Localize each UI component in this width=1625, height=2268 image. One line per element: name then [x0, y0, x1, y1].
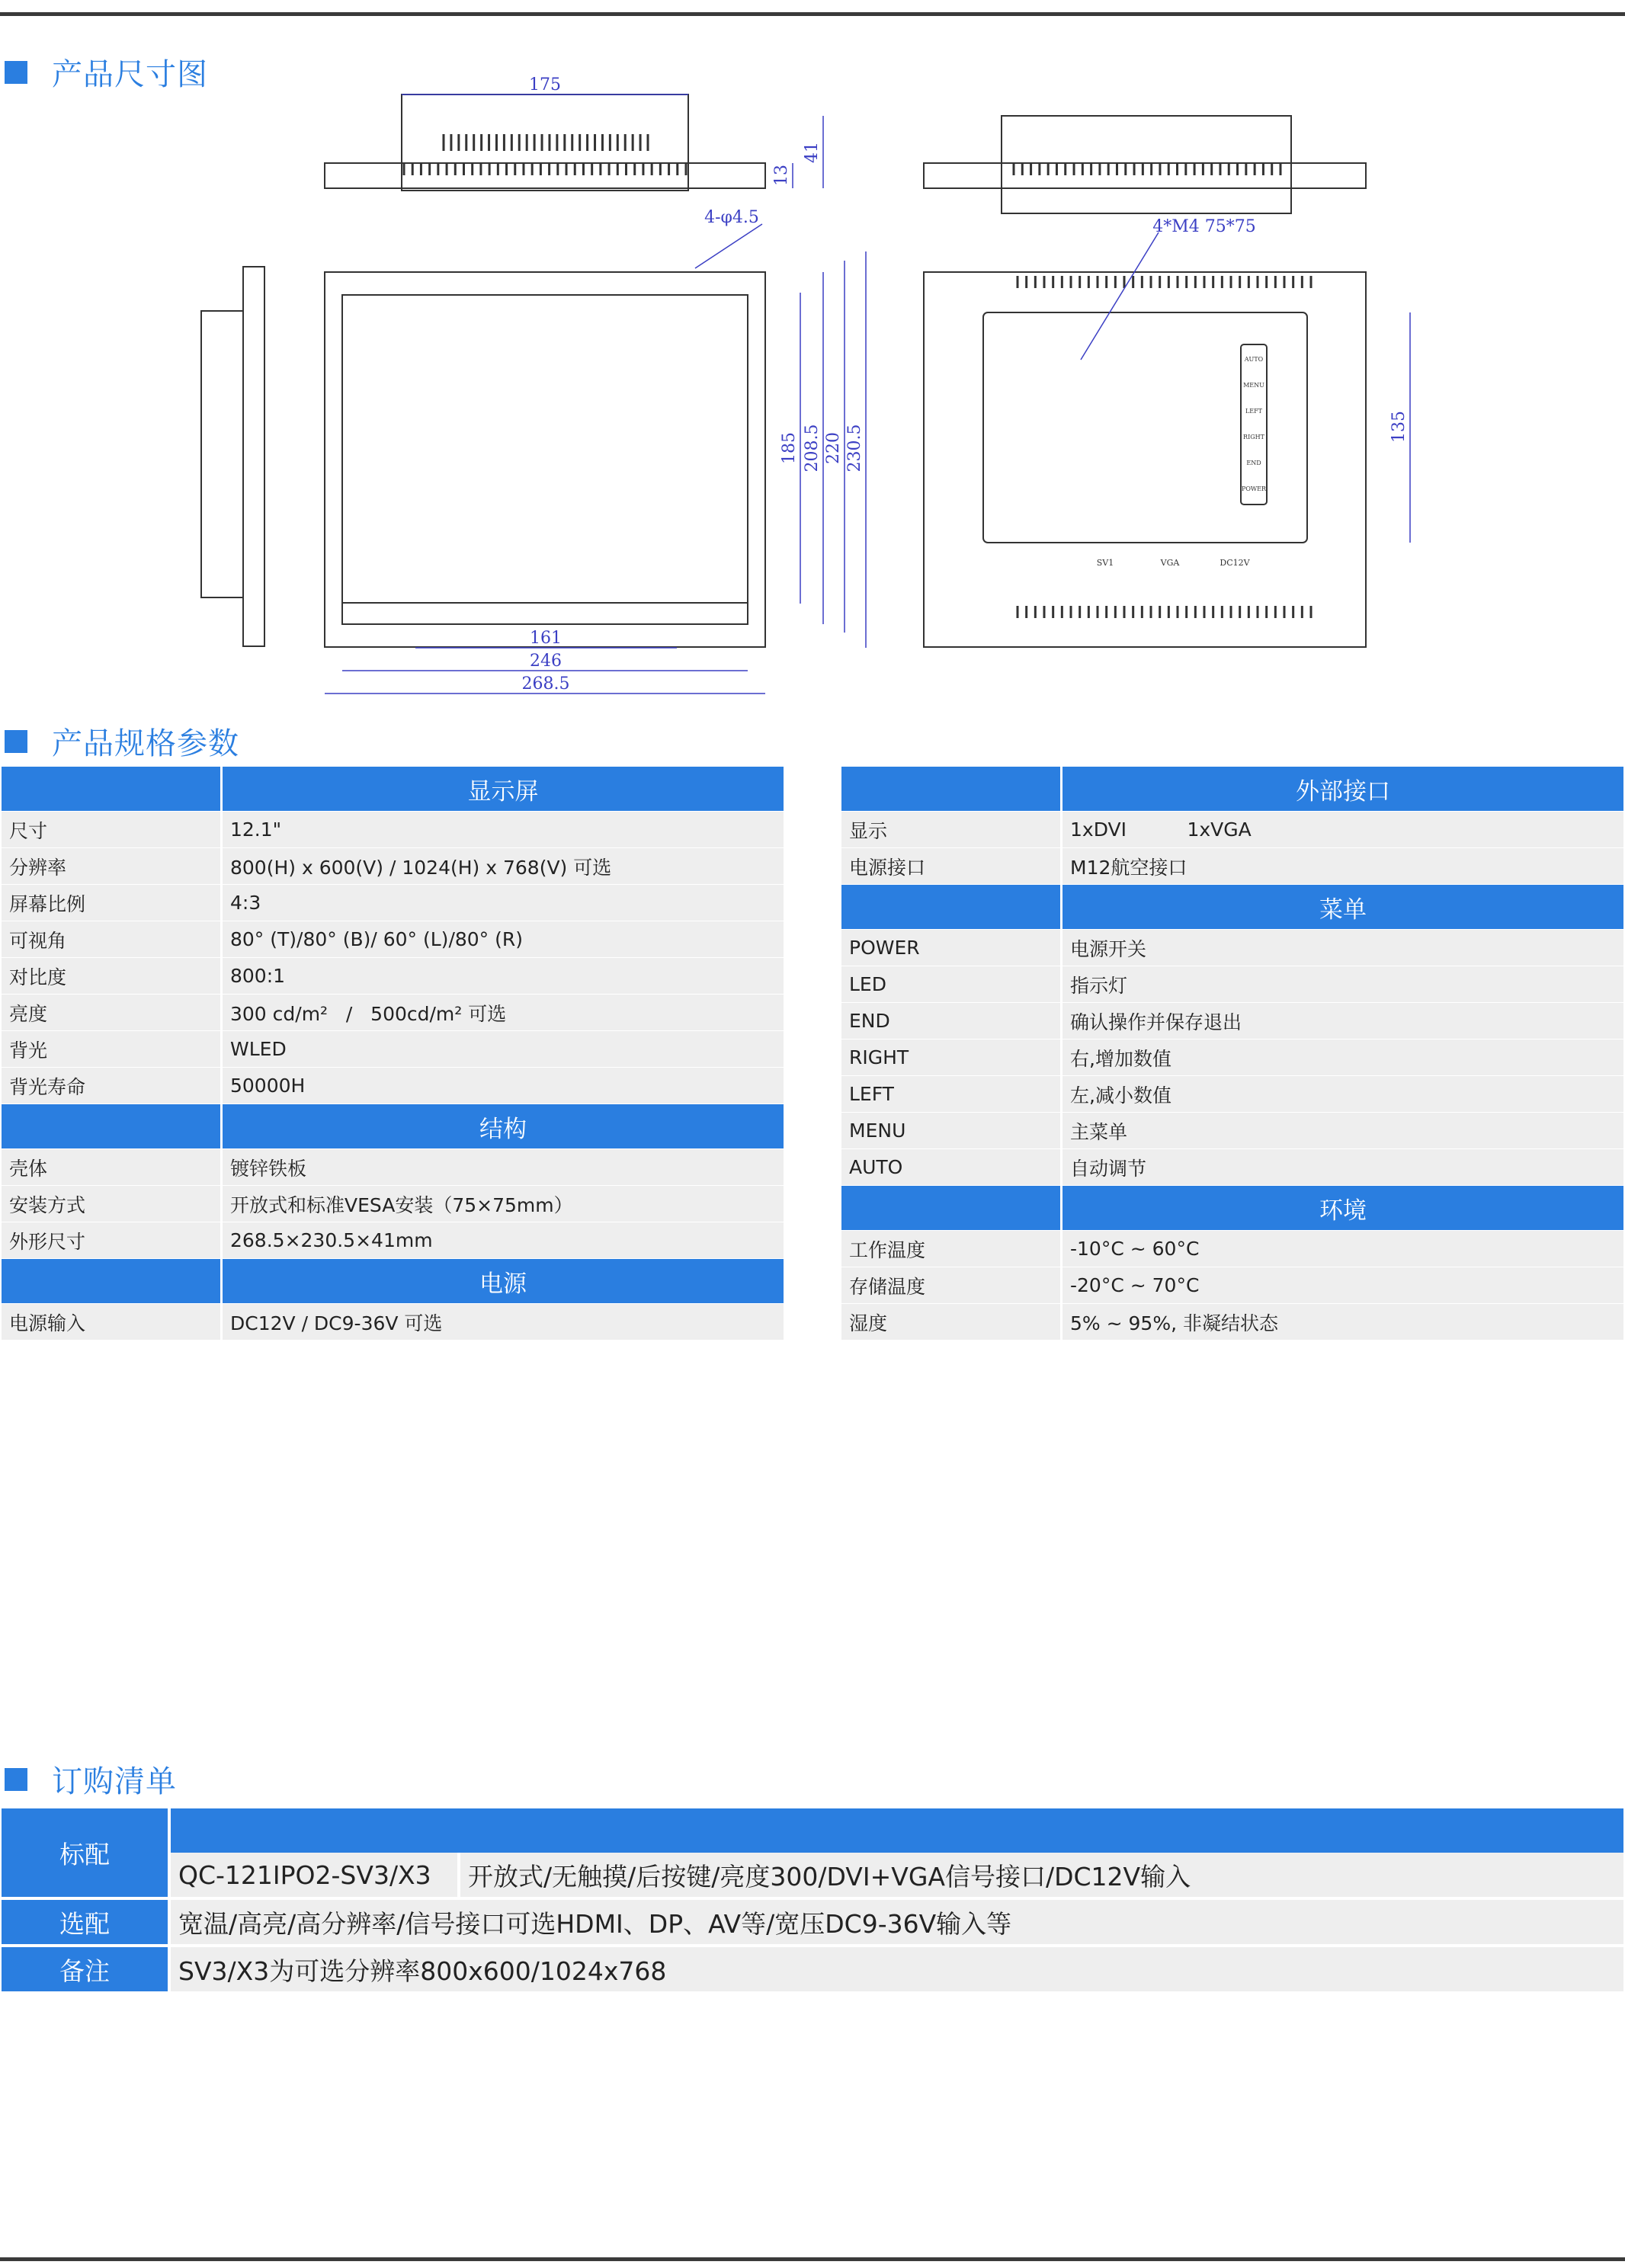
spec-row [2, 1304, 784, 1341]
spec-group-title: 环境 [1062, 1186, 1623, 1231]
spec-group-title: 结构 [223, 1104, 784, 1149]
spec-key: 屏幕比例 [2, 885, 223, 921]
spec-value: 80° (T)/80° (B)/ 60° (L)/80° (R) [223, 921, 784, 958]
rear-view-panel [983, 312, 1307, 543]
spec-row [2, 1149, 784, 1186]
spec-key: 对比度 [2, 958, 223, 995]
spec-row [2, 812, 784, 848]
spec-value: 800:1 [223, 958, 784, 995]
spec-value: DC12V / DC9-36V 可选 [223, 1304, 784, 1341]
spec-row [2, 1186, 784, 1222]
spec-key: POWER [841, 930, 1062, 966]
top-rule [0, 12, 1625, 16]
dimension-label: 220 [824, 432, 843, 464]
spec-value: 268.5×230.5×41mm [223, 1222, 784, 1259]
spec-group-header [841, 1186, 1623, 1231]
spec-row [841, 930, 1623, 966]
spec-group-header [2, 1104, 784, 1149]
spec-group-header [841, 767, 1623, 812]
dimension-label: 41 [803, 142, 822, 163]
section-order [5, 1757, 177, 1801]
port-label: VGA [1160, 558, 1180, 568]
spec-key: 显示 [841, 812, 1062, 848]
spec-value: 12.1" [223, 812, 784, 848]
spec-row [841, 1076, 1623, 1113]
dimension-label: 4*M4 75*75 [1152, 217, 1256, 236]
spec-value: 5% ~ 95%, 非凝结状态 [1062, 1304, 1623, 1341]
front-view-frame [325, 272, 765, 647]
dimension-label: 135 [1389, 411, 1409, 443]
spec-value: 镀锌铁板 [223, 1149, 784, 1186]
spec-row [2, 1031, 784, 1068]
dimension-label: 268.5 [521, 674, 570, 694]
top-view-frame [325, 163, 765, 188]
spec-value: 300 cd/m² / 500cd/m² 可选 [223, 995, 784, 1031]
spec-group-spacer [2, 1259, 223, 1304]
order-header-bar [171, 1808, 1623, 1853]
side-view-frame [243, 267, 264, 646]
dimension-label: 185 [780, 432, 799, 464]
spec-key: LED [841, 966, 1062, 1003]
spec-value: 50000H [223, 1068, 784, 1104]
spec-key: 电源接口 [841, 848, 1062, 885]
button-label: RIGHT [1243, 434, 1264, 440]
order-note-label: 备注 [2, 1947, 171, 1994]
spec-group-title: 外部接口 [1062, 767, 1623, 812]
section-marker [5, 730, 27, 753]
dimension-label: 230.5 [845, 424, 864, 472]
spec-value: 指示灯 [1062, 966, 1623, 1003]
dimension-label: 175 [529, 75, 561, 94]
spec-key: RIGHT [841, 1040, 1062, 1076]
spec-key: 安装方式 [2, 1186, 223, 1222]
spec-group-title: 显示屏 [223, 767, 784, 812]
spec-row [2, 1068, 784, 1104]
spec-value: M12航空接口 [1062, 848, 1623, 885]
spec-group-header [841, 885, 1623, 930]
spec-row [841, 1231, 1623, 1267]
spec-group-spacer [2, 767, 223, 812]
spec-group-spacer [841, 767, 1062, 812]
spec-group-title: 菜单 [1062, 885, 1623, 930]
dimension-label: 4-φ4.5 [704, 208, 759, 227]
spec-table-right [841, 767, 1623, 1341]
spec-row [841, 1113, 1623, 1149]
spec-row [841, 1267, 1623, 1304]
spec-value: 电源开关 [1062, 930, 1623, 966]
spec-key: 湿度 [841, 1304, 1062, 1341]
button-label: LEFT [1245, 408, 1263, 415]
order-model-desc: 开放式/无触摸/后按键/亮度300/DVI+VGA信号接口/DC12V输入 [460, 1853, 1623, 1900]
spec-row [2, 921, 784, 958]
spec-row [841, 1304, 1623, 1341]
spec-key: END [841, 1003, 1062, 1040]
dimension-label: 161 [530, 629, 562, 648]
spec-group-header [2, 767, 784, 812]
bottom-rule [0, 2257, 1625, 2261]
dimension-label: 13 [772, 165, 791, 186]
section-title: 产品尺寸图 [52, 57, 208, 92]
spec-table-left [2, 767, 784, 1341]
spec-value: 左,减小数值 [1062, 1076, 1623, 1113]
spec-key: 分辨率 [2, 848, 223, 885]
button-label: POWER [1241, 485, 1267, 492]
spec-row [841, 1040, 1623, 1076]
dimension-label: 246 [530, 652, 562, 671]
spec-row [2, 885, 784, 921]
rear-top-housing [1002, 116, 1291, 213]
spec-group-spacer [841, 885, 1062, 930]
section-title: 产品规格参数 [52, 726, 239, 761]
spec-row [841, 1003, 1623, 1040]
spec-group-spacer [841, 1186, 1062, 1231]
spec-value: 开放式和标准VESA安装（75×75mm） [223, 1186, 784, 1222]
spec-value: 主菜单 [1062, 1113, 1623, 1149]
spec-key: 可视角 [2, 921, 223, 958]
spec-row [2, 848, 784, 885]
port-label: SV1 [1096, 558, 1114, 568]
spec-key: AUTO [841, 1149, 1062, 1186]
order-standard-label: 标配 [2, 1808, 171, 1900]
section-specs [5, 719, 239, 763]
button-label: MENU [1243, 382, 1264, 389]
spec-key: 亮度 [2, 995, 223, 1031]
rear-top-frame [924, 163, 1366, 188]
side-view-body [201, 311, 243, 597]
order-note-text: SV3/X3为可选分辨率800x600/1024x768 [171, 1947, 1623, 1994]
section-marker [5, 1768, 27, 1791]
spec-key: 存储温度 [841, 1267, 1062, 1304]
front-view-bezel [342, 603, 748, 624]
spec-value: 确认操作并保存退出 [1062, 1003, 1623, 1040]
spec-row [2, 1222, 784, 1259]
spec-value: 右,增加数值 [1062, 1040, 1623, 1076]
button-label: AUTO [1244, 356, 1264, 363]
spec-value: 自动调节 [1062, 1149, 1623, 1186]
spec-row [841, 812, 1623, 848]
button-strip [1241, 344, 1267, 505]
spec-group-spacer [2, 1104, 223, 1149]
spec-group-title: 电源 [223, 1259, 784, 1304]
rear-view-frame [924, 272, 1366, 647]
spec-key: LEFT [841, 1076, 1062, 1113]
dimension-label: 208.5 [803, 424, 822, 472]
spec-key: 背光 [2, 1031, 223, 1068]
front-view-screen [342, 295, 748, 603]
spec-row [841, 966, 1623, 1003]
spec-row [2, 995, 784, 1031]
spec-group-header [2, 1259, 784, 1304]
spec-value: -10°C ~ 60°C [1062, 1231, 1623, 1267]
section-title: 订购清单 [52, 1764, 177, 1799]
spec-key: 外形尺寸 [2, 1222, 223, 1259]
order-option-text: 宽温/高亮/高分辨率/信号接口可选HDMI、DP、AV等/宽压DC9-36V输入等 [171, 1900, 1623, 1947]
spec-value: 4:3 [223, 885, 784, 921]
spec-key: MENU [841, 1113, 1062, 1149]
spec-row [2, 958, 784, 995]
spec-key: 背光寿命 [2, 1068, 223, 1104]
order-table [2, 1808, 1623, 1994]
dimension-drawing [0, 61, 1625, 701]
order-model: QC-121IPO2-SV3/X3 [171, 1853, 460, 1900]
spec-key: 工作温度 [841, 1231, 1062, 1267]
button-label: END [1246, 460, 1261, 466]
spec-value: -20°C ~ 70°C [1062, 1267, 1623, 1304]
spec-key: 尺寸 [2, 812, 223, 848]
spec-key: 电源输入 [2, 1304, 223, 1341]
spec-value: 1xDVI 1xVGA [1062, 812, 1623, 848]
spec-row [841, 1149, 1623, 1186]
spec-value: 800(H) x 600(V) / 1024(H) x 768(V) 可选 [223, 848, 784, 885]
spec-value: WLED [223, 1031, 784, 1068]
spec-key: 壳体 [2, 1149, 223, 1186]
spec-row [841, 848, 1623, 885]
order-option-label: 选配 [2, 1900, 171, 1947]
port-label: DC12V [1220, 558, 1250, 568]
